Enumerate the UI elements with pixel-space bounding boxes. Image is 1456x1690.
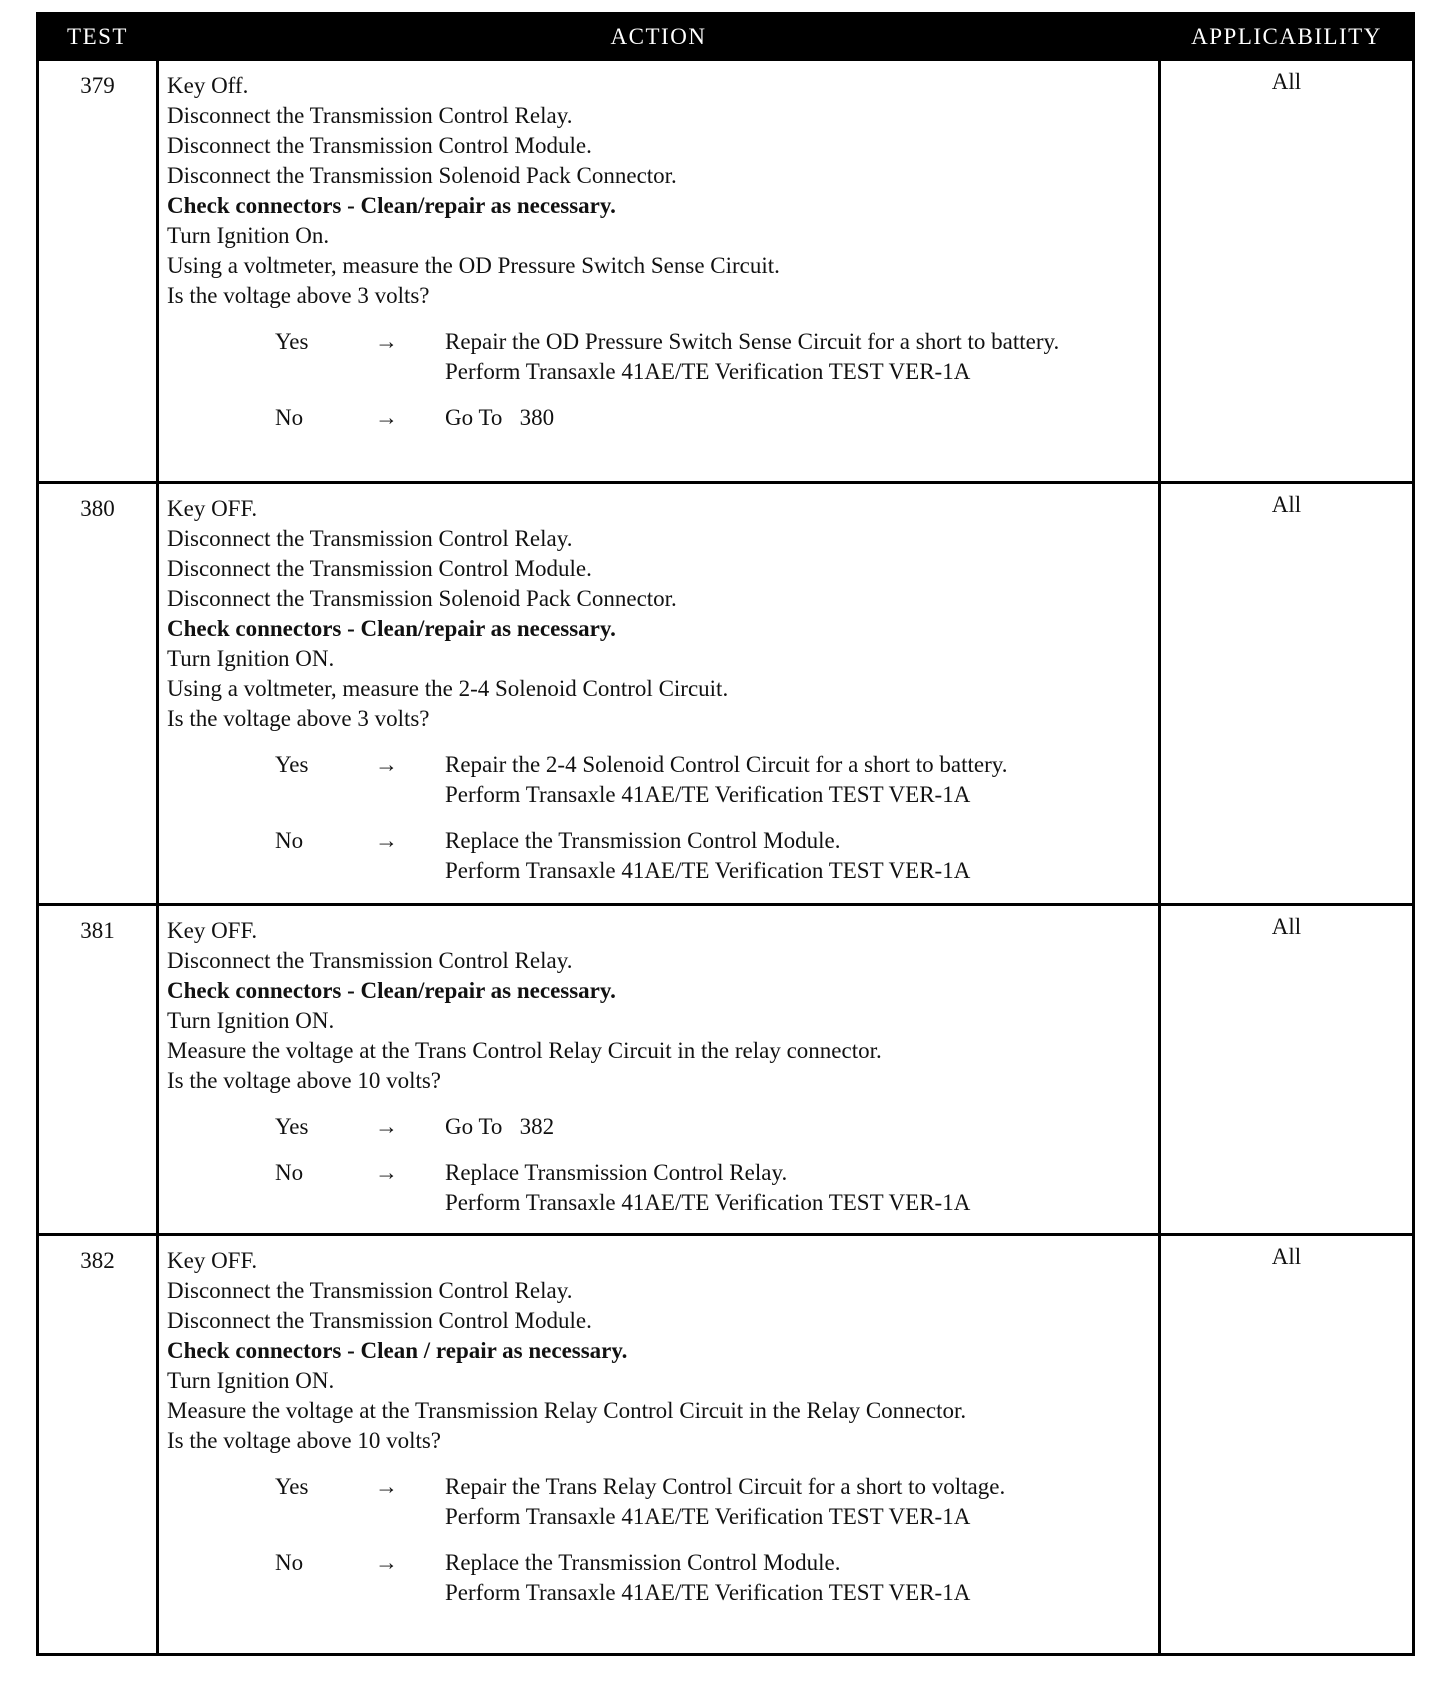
response-line: Replace the Transmission Control Module. [445, 828, 841, 853]
step: Disconnect the Transmission Control Module. [167, 556, 592, 581]
step: Disconnect the Transmission Solenoid Pack Connector. [167, 163, 677, 188]
step: Disconnect the Transmission Control Module. [167, 133, 592, 158]
yes-response [167, 1472, 1150, 1532]
table-row [38, 1235, 1414, 1655]
step-question: Is the voltage above 10 volts? [167, 1068, 442, 1093]
response-line: Perform Transaxle 41AE/TE Verification TEST VER-1A [445, 359, 971, 384]
step: Key OFF. [167, 496, 258, 521]
response-line: Perform Transaxle 41AE/TE Verification TEST VER-1A [445, 1580, 971, 1605]
response-line: Go To 380 [445, 405, 555, 430]
step: Turn Ignition On. [167, 223, 330, 248]
no-response [167, 1158, 1150, 1218]
applicability-value: All [1160, 905, 1414, 1235]
header-row [38, 14, 1414, 60]
no-response [167, 403, 1150, 433]
response-line: Repair the OD Pressure Switch Sense Circuit for a short to battery. [445, 329, 1060, 354]
step: Disconnect the Transmission Control Relay. [167, 526, 573, 551]
step: Using a voltmeter, measure the OD Pressure Switch Sense Circuit. [167, 253, 780, 278]
response-line: Replace Transmission Control Relay. [445, 1160, 788, 1185]
response-line: Go To 382 [445, 1114, 555, 1139]
yes-label: Yes [275, 1114, 309, 1139]
table-row [38, 905, 1414, 1235]
response-line: Repair the 2-4 Solenoid Control Circuit for a short to battery. [445, 752, 1008, 777]
no-label: No [275, 828, 304, 853]
yes-response [167, 750, 1150, 810]
arrow-icon: → [375, 1550, 398, 1575]
test-number: 382 [38, 1235, 158, 1655]
step: Turn Ignition ON. [167, 646, 335, 671]
no-label: No [275, 405, 304, 430]
step-question: Is the voltage above 3 volts? [167, 283, 430, 308]
table-row [38, 60, 1414, 483]
yes-response [167, 327, 1150, 387]
no-response [167, 1548, 1150, 1608]
yes-response [167, 1112, 1150, 1142]
step: Disconnect the Transmission Control Module. [167, 1308, 592, 1333]
response-line: Repair the Trans Relay Control Circuit for a short to voltage. [445, 1474, 1006, 1499]
step: Disconnect the Transmission Control Relay. [167, 1278, 573, 1303]
table-row [38, 483, 1414, 905]
applicability-value: All [1160, 483, 1414, 905]
step: Disconnect the Transmission Solenoid Pack Connector. [167, 586, 677, 611]
action-cell [158, 483, 1160, 905]
applicability-value: All [1160, 60, 1414, 483]
arrow-icon: → [375, 1114, 398, 1139]
step: Disconnect the Transmission Control Relay. [167, 948, 573, 973]
arrow-icon: → [375, 1474, 398, 1499]
step-check-connectors: Check connectors - Clean/repair as necessary. [167, 193, 616, 218]
yes-label: Yes [275, 329, 309, 354]
step-check-connectors: Check connectors - Clean / repair as necessary. [167, 1338, 628, 1363]
header-applicability: APPLICABILITY [1160, 14, 1414, 60]
step: Turn Ignition ON. [167, 1368, 335, 1393]
action-cell [158, 60, 1160, 483]
arrow-icon: → [375, 405, 398, 430]
no-label: No [275, 1160, 304, 1185]
step: Key Off. [167, 73, 249, 98]
yes-label: Yes [275, 1474, 309, 1499]
arrow-icon: → [375, 752, 398, 777]
step: Turn Ignition ON. [167, 1008, 335, 1033]
step-question: Is the voltage above 10 volts? [167, 1428, 442, 1453]
step: Key OFF. [167, 1248, 258, 1273]
step-check-connectors: Check connectors - Clean/repair as necessary. [167, 978, 616, 1003]
step-question: Is the voltage above 3 volts? [167, 706, 430, 731]
test-number: 380 [38, 483, 158, 905]
yes-label: Yes [275, 752, 309, 777]
diagnostic-table [36, 12, 1415, 1656]
header-action: ACTION [158, 14, 1160, 60]
step-check-connectors: Check connectors - Clean/repair as necessary. [167, 616, 616, 641]
no-label: No [275, 1550, 304, 1575]
step: Using a voltmeter, measure the 2-4 Solenoid Control Circuit. [167, 676, 729, 701]
arrow-icon: → [375, 828, 398, 853]
applicability-value: All [1160, 1235, 1414, 1655]
test-number: 381 [38, 905, 158, 1235]
step: Measure the voltage at the Trans Control Relay Circuit in the relay connector. [167, 1038, 882, 1063]
action-cell [158, 1235, 1160, 1655]
response-line: Perform Transaxle 41AE/TE Verification TEST VER-1A [445, 1190, 971, 1215]
step: Measure the voltage at the Transmission Relay Control Circuit in the Relay Connector. [167, 1398, 967, 1423]
response-line: Perform Transaxle 41AE/TE Verification TEST VER-1A [445, 782, 971, 807]
step: Key OFF. [167, 918, 258, 943]
step: Disconnect the Transmission Control Relay. [167, 103, 573, 128]
arrow-icon: → [375, 1160, 398, 1185]
response-line: Perform Transaxle 41AE/TE Verification TEST VER-1A [445, 1504, 971, 1529]
response-line: Replace the Transmission Control Module. [445, 1550, 841, 1575]
action-cell [158, 905, 1160, 1235]
response-line: Perform Transaxle 41AE/TE Verification TEST VER-1A [445, 858, 971, 883]
arrow-icon: → [375, 329, 398, 354]
no-response [167, 826, 1150, 886]
test-number: 379 [38, 60, 158, 483]
header-test: TEST [38, 14, 158, 60]
